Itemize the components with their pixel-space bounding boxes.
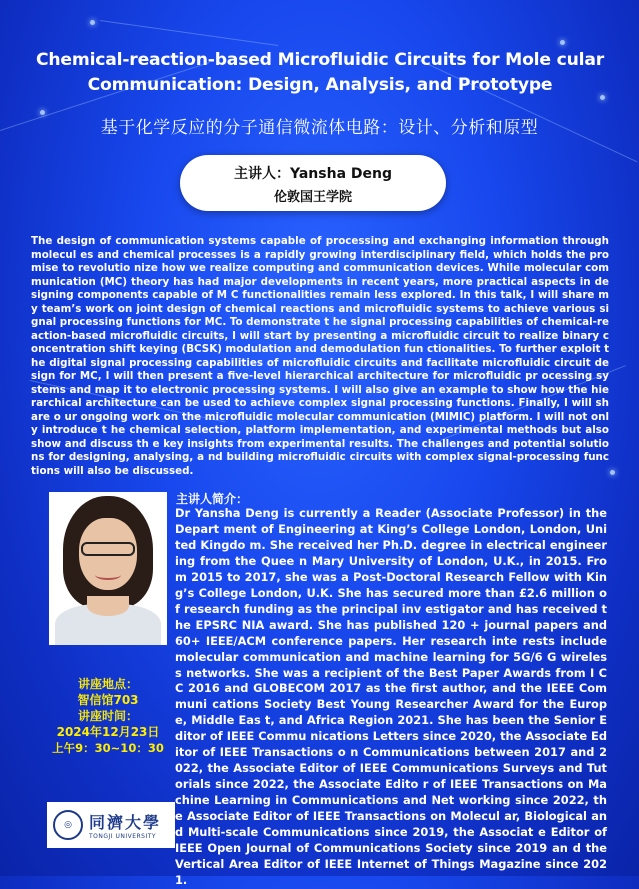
venue-info bbox=[40, 676, 176, 756]
seal-icon: ◎ bbox=[53, 810, 83, 840]
title-english: Chemical-reaction-based Microfluidic Circuits for Mole cular Communication: Design, Analysis, and Prototype bbox=[35, 50, 605, 95]
speaker-photo bbox=[49, 492, 167, 645]
speaker-badge bbox=[180, 155, 446, 211]
abstract-text: The design of communication systems capable of processing and exchanging information through molecul es and chemical processes is a rapidly growing interdisciplinary field, which holds the promise to revolutio nize how we realize computing and communication devices. While molecular communication (MC) theory has had major developments in recent years, more practical aspects in designing components capable of M C functionalities remain less explored. In this talk, I will share my team’s work on joint design of chemical reactions and microfluidic systems to achieve various signal processing functions for MC. To demonstrate t he signal processing capabilities of chemical-reaction-based microfluidic circuits, I will start by presenting a microfluidic circuit to realize binary concentration shift keying (BCSK) modulation and demodulation fun ctionalities. To further exploit the digital signal processing capabilities of microfluidic circuits and facilitate microfluidic circuit design for MC, I will then present a five-level hierarchical architecture for microfluidic pr ocessing systems and map it to electronic processing systems. I will also give an example to show how the hierarchical architecture can be used to achieve complex signal processing functions. Finally, I will share o ur ongoing work on the microfluidic molecular communication (MIMIC) platform. I will not only introduce t he chemical selection, platform implementation, and experimental methods but also show and discuss th e key insights from experimental results. The challenges and potential solutions for designing, analysing, a nd building microfluidic circuits with complex signal-processing functions will also be discussed. bbox=[31, 235, 609, 477]
time-label: 讲座时间： bbox=[77, 709, 138, 723]
date-value: 2024年12月23日 bbox=[56, 725, 160, 739]
location-label: 讲座地点： bbox=[77, 677, 138, 691]
bio-heading: 主讲人简介： bbox=[176, 492, 249, 506]
logo-name-en: TONGJI UNIVERSITY bbox=[89, 833, 157, 840]
speaker-name: 主讲人：Yansha Deng bbox=[234, 166, 392, 182]
location-value: 智信馆703 bbox=[77, 693, 139, 707]
bio-text: Dr Yansha Deng is currently a Reader (Associate Professor) in the Depart ment of Engineering at King’s College London, London, United Kingdo m. She received her Ph.D. degree in electrical engineering from the Quee n Mary University of London, U.K., in 2015. From 2015 to 2017, she was a Post-Doctoral Research Fellow with King’s College London, U.K. She has secured more than £2.6 million of research funding as the principal inv estigator and has received the EPSRC NIA award. She has published 120 + journal papers and 60+ IEEE/ACM conference papers. Her research inte rests include molecular communication and machine learning for 5G/6 G wireless networks. She was a recipient of the Best Paper Awards from I CC 2016 and GLOBECOM 2017 as the first author, and the IEEE Communi cations Society Best Young Researcher Award for the Europe, Middle Eas t, and Africa Region 2021. She has been the Senior Editor of IEEE Commu nications Letters since 2020, the Associate Editor of IEEE Transactions o n Communications between 2017 and 2022, the Associate Editor of IEEE Communications Surveys and Tutorials since 2022, the Associate Edito r of IEEE Transactions on Machine Learning in Communications and Net working since 2022, the Associate Editor of IEEE Transactions on Molecul ar, Biological and Multi-scale Communications since 2019, the Associat e Editor of IEEE Open Journal of Communications Society since 2019 an d the Vertical Area Editor of IEEE Internet of Things Magazine since 2021. bbox=[175, 506, 607, 887]
time-value: 上午9：30~10：30 bbox=[52, 741, 164, 755]
title-chinese: 基于化学反应的分子通信微流体电路：设计、分析和原型 bbox=[100, 118, 539, 138]
logo-name-zh: 同濟大學 bbox=[89, 813, 162, 832]
university-logo bbox=[47, 802, 175, 848]
speaker-affiliation: 伦敦国王学院 bbox=[273, 190, 352, 205]
